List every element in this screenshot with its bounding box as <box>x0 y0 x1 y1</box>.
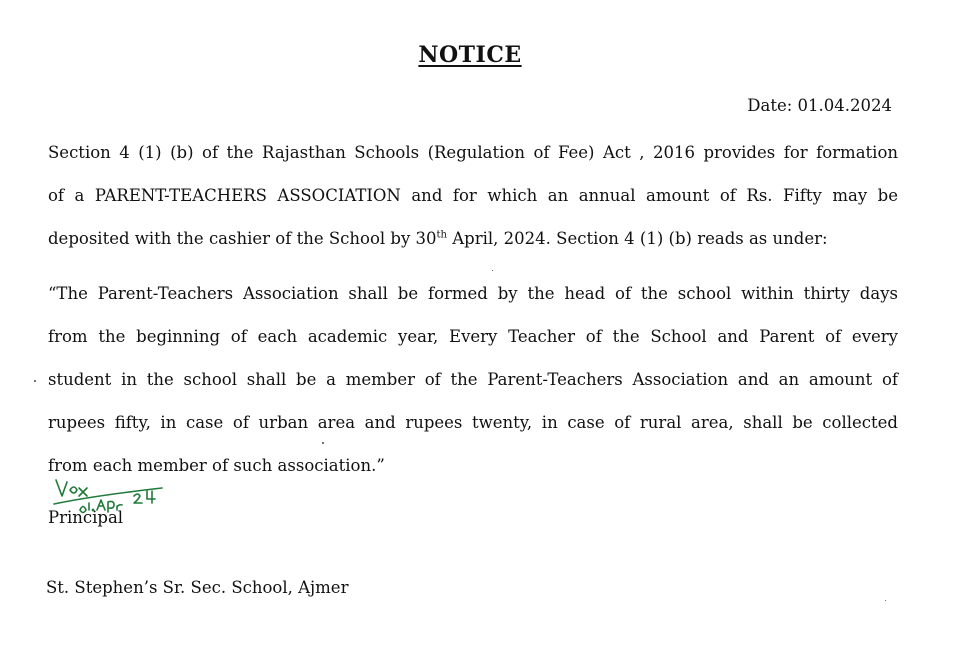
paragraph-line: “The Parent-Teachers Association shall be formed by the head of the school within thirty days <box>48 284 898 303</box>
paragraph-line: of a PARENT-TEACHERS ASSOCIATION and for which an annual amount of Rs. Fifty may be <box>48 186 898 205</box>
principal-label: Principal <box>48 508 124 527</box>
scan-speck <box>322 442 324 444</box>
notice-title: NOTICE <box>418 42 522 68</box>
paragraph-line: from the beginning of each academic year, Every Teacher of the School and Parent of every <box>48 327 898 346</box>
paragraph-line <box>48 217 898 260</box>
notice-date: Date: 01.04.2024 <box>747 96 892 115</box>
school-name: St. Stephen’s Sr. Sec. School, Ajmer <box>46 578 349 597</box>
paragraph-line: rupees fifty, in case of urban area and rupees twenty, in case of rural area, shall be collected <box>48 413 898 432</box>
paragraph-line: Section 4 (1) (b) of the Rajasthan Schools (Regulation of Fee) Act , 2016 provides for formation <box>48 143 898 162</box>
scan-speck <box>885 600 886 601</box>
scan-speck <box>34 380 36 382</box>
paragraph-line: from each member of such association.” <box>48 456 385 475</box>
scan-speck <box>492 270 493 271</box>
ordinal-suffix: th <box>436 229 447 241</box>
paragraph-act-reference <box>48 131 898 260</box>
line-text: deposited with the cashier of the School by 30 <box>48 229 437 248</box>
paragraph-quoted-section <box>48 272 898 487</box>
line-text: April, 2024. Section 4 (1) (b) reads as under: <box>447 229 828 248</box>
paragraph-line: student in the school shall be a member of the Parent-Teachers Association and an amount of <box>48 370 898 389</box>
